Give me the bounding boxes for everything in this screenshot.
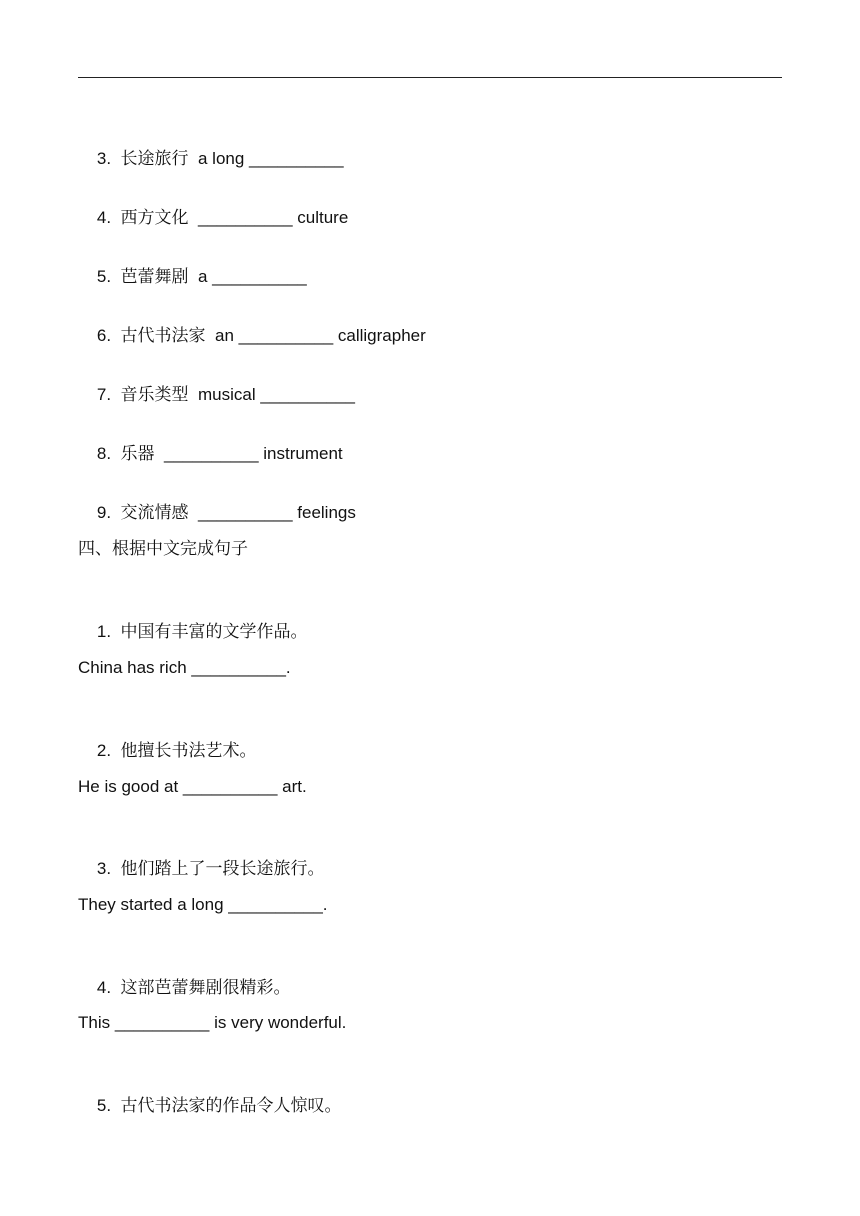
sentence-chinese — [78, 1070, 342, 1142]
item-number: 6. — [96, 326, 112, 345]
item-number: 5. — [96, 267, 112, 286]
chinese-phrase: 西方文化 — [120, 208, 189, 228]
sentence-english: This __________ is very wonderful. — [78, 1013, 347, 1032]
english-blank: __________ feelings — [198, 503, 356, 522]
chinese-sentence: 中国有丰富的文学作品。 — [120, 622, 308, 642]
item-number: 1. — [96, 622, 112, 641]
chinese-sentence: 他们踏上了一段长途旅行。 — [120, 859, 325, 879]
item-number: 4. — [96, 208, 112, 227]
english-blank: musical __________ — [198, 385, 355, 404]
sentence-english: He is good at __________ art. — [78, 777, 307, 796]
chinese-phrase: 音乐类型 — [120, 385, 189, 405]
english-blank: a __________ — [198, 267, 307, 286]
chinese-sentence: 古代书法家的作品令人惊叹。 — [120, 1096, 342, 1116]
item-number: 3. — [96, 149, 112, 168]
item-number: 7. — [96, 385, 112, 404]
sentence-english: They started a long __________. — [78, 895, 328, 914]
sentence-english: China has rich __________. — [78, 658, 291, 677]
english-blank: an __________ calligrapher — [215, 326, 426, 345]
item-number: 4. — [96, 978, 112, 997]
item-number: 3. — [96, 859, 112, 878]
item-number: 5. — [96, 1096, 112, 1115]
item-number: 2. — [96, 741, 112, 760]
chinese-phrase: 交流情感 — [120, 503, 189, 523]
chinese-phrase: 乐器 — [120, 444, 155, 464]
english-blank: a long __________ — [198, 149, 344, 168]
item-number: 8. — [96, 444, 112, 463]
chinese-sentence: 他擅长书法艺术。 — [120, 741, 257, 761]
chinese-phrase: 芭蕾舞剧 — [120, 267, 189, 287]
english-blank: __________ instrument — [164, 444, 343, 463]
header-rule — [78, 77, 782, 78]
english-blank: __________ culture — [198, 208, 349, 227]
chinese-sentence: 这部芭蕾舞剧很精彩。 — [120, 978, 291, 998]
item-number: 9. — [96, 503, 112, 522]
chinese-phrase: 古代书法家 — [120, 326, 206, 346]
chinese-phrase: 长途旅行 — [120, 149, 189, 169]
section-title: 四、根据中文完成句子 — [78, 539, 248, 559]
